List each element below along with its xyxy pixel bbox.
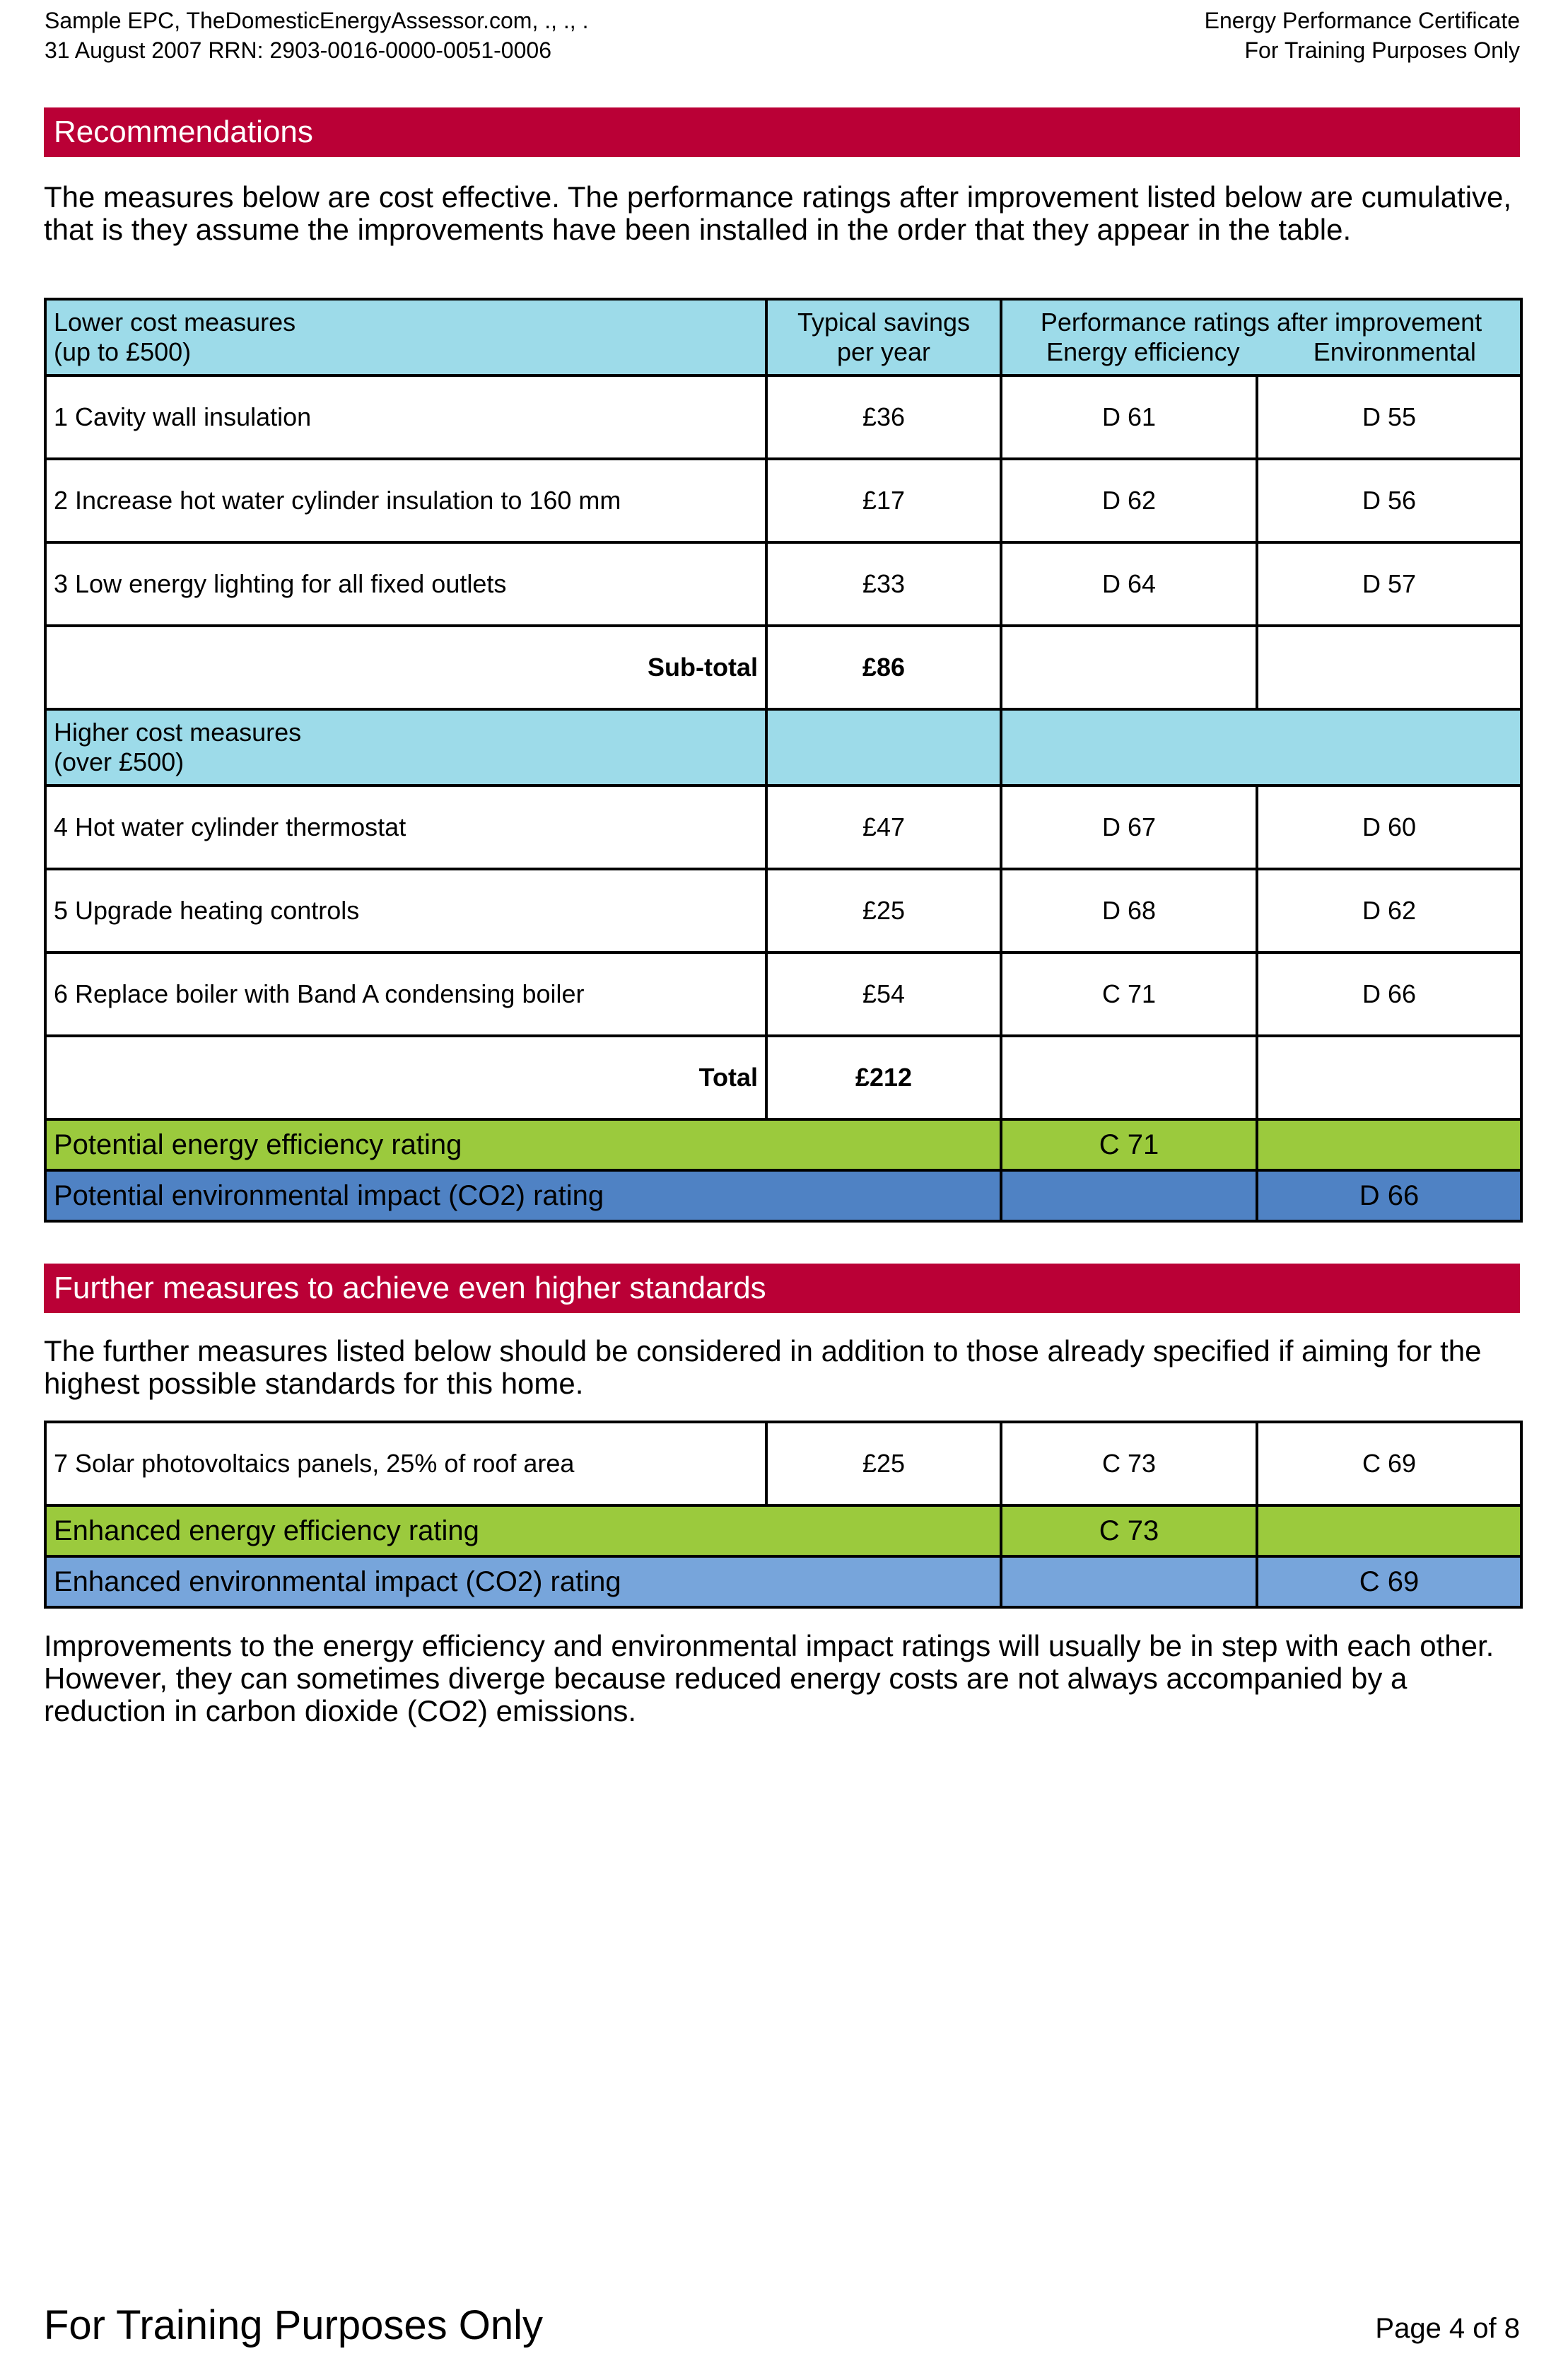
saving-cell: £36 — [766, 375, 1001, 459]
environmental-cell: D 57 — [1257, 542, 1521, 626]
table-row — [45, 459, 1521, 542]
measures-header-line2: (up to £500) — [54, 337, 192, 366]
table-row — [45, 542, 1521, 626]
saving-cell: £25 — [766, 1422, 1001, 1505]
potential-efficiency-value: C 71 — [1001, 1119, 1257, 1170]
recommendations-intro: The measures below are cost effective. The performance ratings after improvement listed below are cumulative, that is they assume the improvements have been installed in the order that they appear in the table. — [44, 180, 1512, 246]
total-row — [45, 1036, 1521, 1119]
higher-cost-header — [45, 709, 766, 786]
potential-environmental-value: D 66 — [1257, 1170, 1521, 1221]
environmental-cell: D 66 — [1257, 952, 1521, 1036]
header-left — [45, 6, 588, 65]
table-header-row — [45, 299, 1521, 375]
measure-cell: 4 Hot water cylinder thermostat — [45, 786, 766, 869]
savings-header-line2: per year — [836, 337, 931, 366]
closing-note: Improvements to the energy efficiency and environmental impact ratings will usually be in step with each other. However, they can sometimes diverge because reduced energy costs are not always accompanied by a reduction in carbon dioxide (CO2) emissions. — [44, 1629, 1494, 1727]
potential-efficiency-label: Potential energy efficiency rating — [45, 1119, 1001, 1170]
measure-cell: 3 Low energy lighting for all fixed outlets — [45, 542, 766, 626]
performance-header-title: Performance ratings after improvement — [1040, 308, 1482, 337]
efficiency-cell: D 67 — [1001, 786, 1257, 869]
enhanced-efficiency-label: Enhanced energy efficiency rating — [45, 1505, 1001, 1556]
saving-cell: £33 — [766, 542, 1001, 626]
subtotal-row — [45, 626, 1521, 709]
header-training-note: For Training Purposes Only — [1244, 37, 1520, 63]
performance-header-environmental: Environmental — [1313, 337, 1476, 366]
subtotal-label: Sub-total — [45, 626, 766, 709]
total-label: Total — [45, 1036, 766, 1119]
table-row — [45, 1422, 1521, 1505]
potential-efficiency-row — [45, 1119, 1521, 1170]
performance-header — [1001, 299, 1521, 375]
table-row — [45, 952, 1521, 1036]
environmental-cell: D 60 — [1257, 786, 1521, 869]
potential-environmental-label: Potential environmental impact (CO2) rating — [45, 1170, 1001, 1221]
savings-header — [766, 299, 1001, 375]
higher-cost-line1: Higher cost measures — [54, 718, 302, 747]
savings-header-line1: Typical savings — [797, 308, 971, 337]
environmental-cell: C 69 — [1257, 1422, 1521, 1505]
saving-cell: £25 — [766, 869, 1001, 952]
page-number: Page 4 of 8 — [1375, 2313, 1520, 2344]
enhanced-environmental-value: C 69 — [1257, 1556, 1521, 1607]
potential-environmental-row — [45, 1170, 1521, 1221]
environmental-cell: D 62 — [1257, 869, 1521, 952]
saving-cell: £54 — [766, 952, 1001, 1036]
efficiency-cell: C 73 — [1001, 1422, 1257, 1505]
header-certificate-title: Energy Performance Certificate — [1204, 8, 1520, 33]
header-date-rrn: 31 August 2007 RRN: 2903-0016-0000-0051-0006 — [45, 37, 551, 63]
recommendations-heading: Recommendations — [44, 107, 1520, 157]
measure-cell: 5 Upgrade heating controls — [45, 869, 766, 952]
measure-cell: 6 Replace boiler with Band A condensing boiler — [45, 952, 766, 1036]
further-measures-heading: Further measures to achieve even higher standards — [44, 1264, 1520, 1313]
table-row — [45, 375, 1521, 459]
recommendations-table — [44, 298, 1523, 1223]
header-assessor-line: Sample EPC, TheDomesticEnergyAssessor.com, ., ., . — [45, 8, 589, 33]
measures-header — [45, 299, 766, 375]
enhanced-efficiency-row — [45, 1505, 1521, 1556]
measure-cell: 2 Increase hot water cylinder insulation to 160 mm — [45, 459, 766, 542]
total-value: £212 — [766, 1036, 1001, 1119]
environmental-cell: D 55 — [1257, 375, 1521, 459]
saving-cell: £17 — [766, 459, 1001, 542]
saving-cell: £47 — [766, 786, 1001, 869]
measure-cell: 1 Cavity wall insulation — [45, 375, 766, 459]
further-measures-intro: The further measures listed below should be considered in addition to those already specified if aiming for the highest possible standards for this home. — [44, 1334, 1482, 1400]
footer-training-note: For Training Purposes Only — [44, 2302, 543, 2348]
efficiency-cell: D 62 — [1001, 459, 1257, 542]
efficiency-cell: C 71 — [1001, 952, 1257, 1036]
header-right — [1205, 6, 1520, 65]
performance-header-efficiency: Energy efficiency — [1046, 337, 1240, 366]
subtotal-value: £86 — [766, 626, 1001, 709]
efficiency-cell: D 68 — [1001, 869, 1257, 952]
further-measures-table — [44, 1421, 1523, 1609]
table-row — [45, 786, 1521, 869]
efficiency-cell: D 61 — [1001, 375, 1257, 459]
efficiency-cell: D 64 — [1001, 542, 1257, 626]
measure-cell: 7 Solar photovoltaics panels, 25% of roof area — [45, 1422, 766, 1505]
higher-cost-line2: (over £500) — [54, 747, 185, 776]
table-row — [45, 869, 1521, 952]
environmental-cell: D 56 — [1257, 459, 1521, 542]
enhanced-efficiency-value: C 73 — [1001, 1505, 1257, 1556]
measures-header-line1: Lower cost measures — [54, 308, 296, 337]
higher-cost-header-row — [45, 709, 1521, 786]
enhanced-environmental-label: Enhanced environmental impact (CO2) rating — [45, 1556, 1001, 1607]
enhanced-environmental-row — [45, 1556, 1521, 1607]
